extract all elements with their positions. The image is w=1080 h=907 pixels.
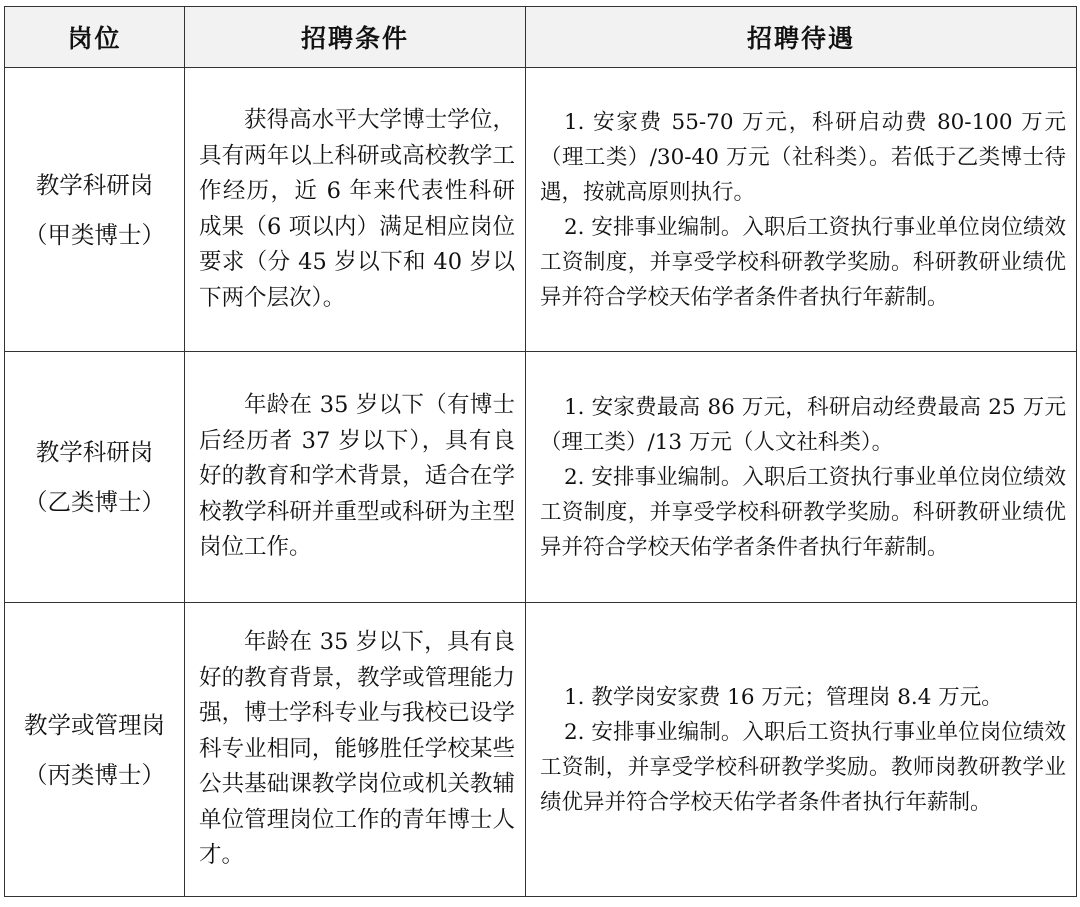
benefits-cell	[526, 68, 1077, 352]
requirements-cell: 年龄在 35 岁以下（有博士后经历者 37 岁以下），具有良好的教育和学术背景，适合在学校教学科研并重型或科研为主型岗位工作。	[185, 352, 526, 603]
position-cell	[5, 352, 185, 603]
position-title: 教学或管理岗	[24, 710, 165, 739]
benefit-item: 1. 教学岗安家费 16 万元；管理岗 8.4 万元。	[564, 684, 1003, 710]
benefit-item: 2. 安排事业编制。入职后工资执行事业单位岗位绩效工资制度，并享受学校科研教学奖励。科研教研业绩优异并符合学校天佑学者条件者执行年薪制。	[540, 214, 1066, 310]
requirements-cell: 年龄在 35 岁以下，具有良好的教育背景，教学或管理能力强，博士学科专业与我校已设学科专业相同，能够胜任学校某些公共基础课教学岗位或机关教辅单位管理岗位工作的青年博士人才。	[185, 603, 526, 897]
benefit-item: 1. 安家费最高 86 万元，科研启动经费最高 25 万元（理工类）/13 万元（人文社科类）。	[540, 394, 1066, 455]
position-title: 教学科研岗	[35, 170, 154, 199]
position-category: （乙类博士）	[24, 488, 165, 516]
benefit-item: 2. 安排事业编制。入职后工资执行事业单位岗位绩效工资制度，并享受学校科研教学奖励。科研教研业绩优异并符合学校天佑学者条件者执行年薪制。	[540, 464, 1066, 560]
header-requirements: 招聘条件	[185, 7, 526, 68]
table-row	[5, 68, 1077, 352]
benefit-item: 2. 安排事业编制。入职后工资执行事业单位岗位绩效工资制，并享受学校科研教学奖励。教师岗教研教学业绩优异并符合学校天佑学者条件者执行年薪制。	[540, 719, 1066, 815]
header-benefits: 招聘待遇	[526, 7, 1077, 68]
requirements-cell: 获得高水平大学博士学位，具有两年以上科研或高校教学工作经历，近 6 年来代表性科研成果（6 项以内）满足相应岗位要求（分 45 岁以下和 40 岁以下两个层次）。	[185, 68, 526, 352]
header-position: 岗位	[5, 7, 185, 68]
recruitment-table	[4, 6, 1077, 897]
benefits-cell	[526, 352, 1077, 603]
position-title: 教学科研岗	[35, 438, 154, 466]
position-category: （丙类博士）	[24, 760, 165, 789]
benefit-item: 1. 安家费 55-70 万元，科研启动费 80-100 万元（理工类）/30-40 万元（社科类）。若低于乙类博士待遇，按就高原则执行。	[540, 109, 1066, 205]
benefits-cell	[526, 603, 1077, 897]
position-category: （甲类博士）	[24, 220, 165, 249]
table-row	[5, 603, 1077, 897]
header-row	[5, 7, 1077, 68]
table-row	[5, 352, 1077, 603]
position-cell	[5, 603, 185, 897]
position-cell	[5, 68, 185, 352]
recruitment-table-container	[4, 6, 1077, 897]
